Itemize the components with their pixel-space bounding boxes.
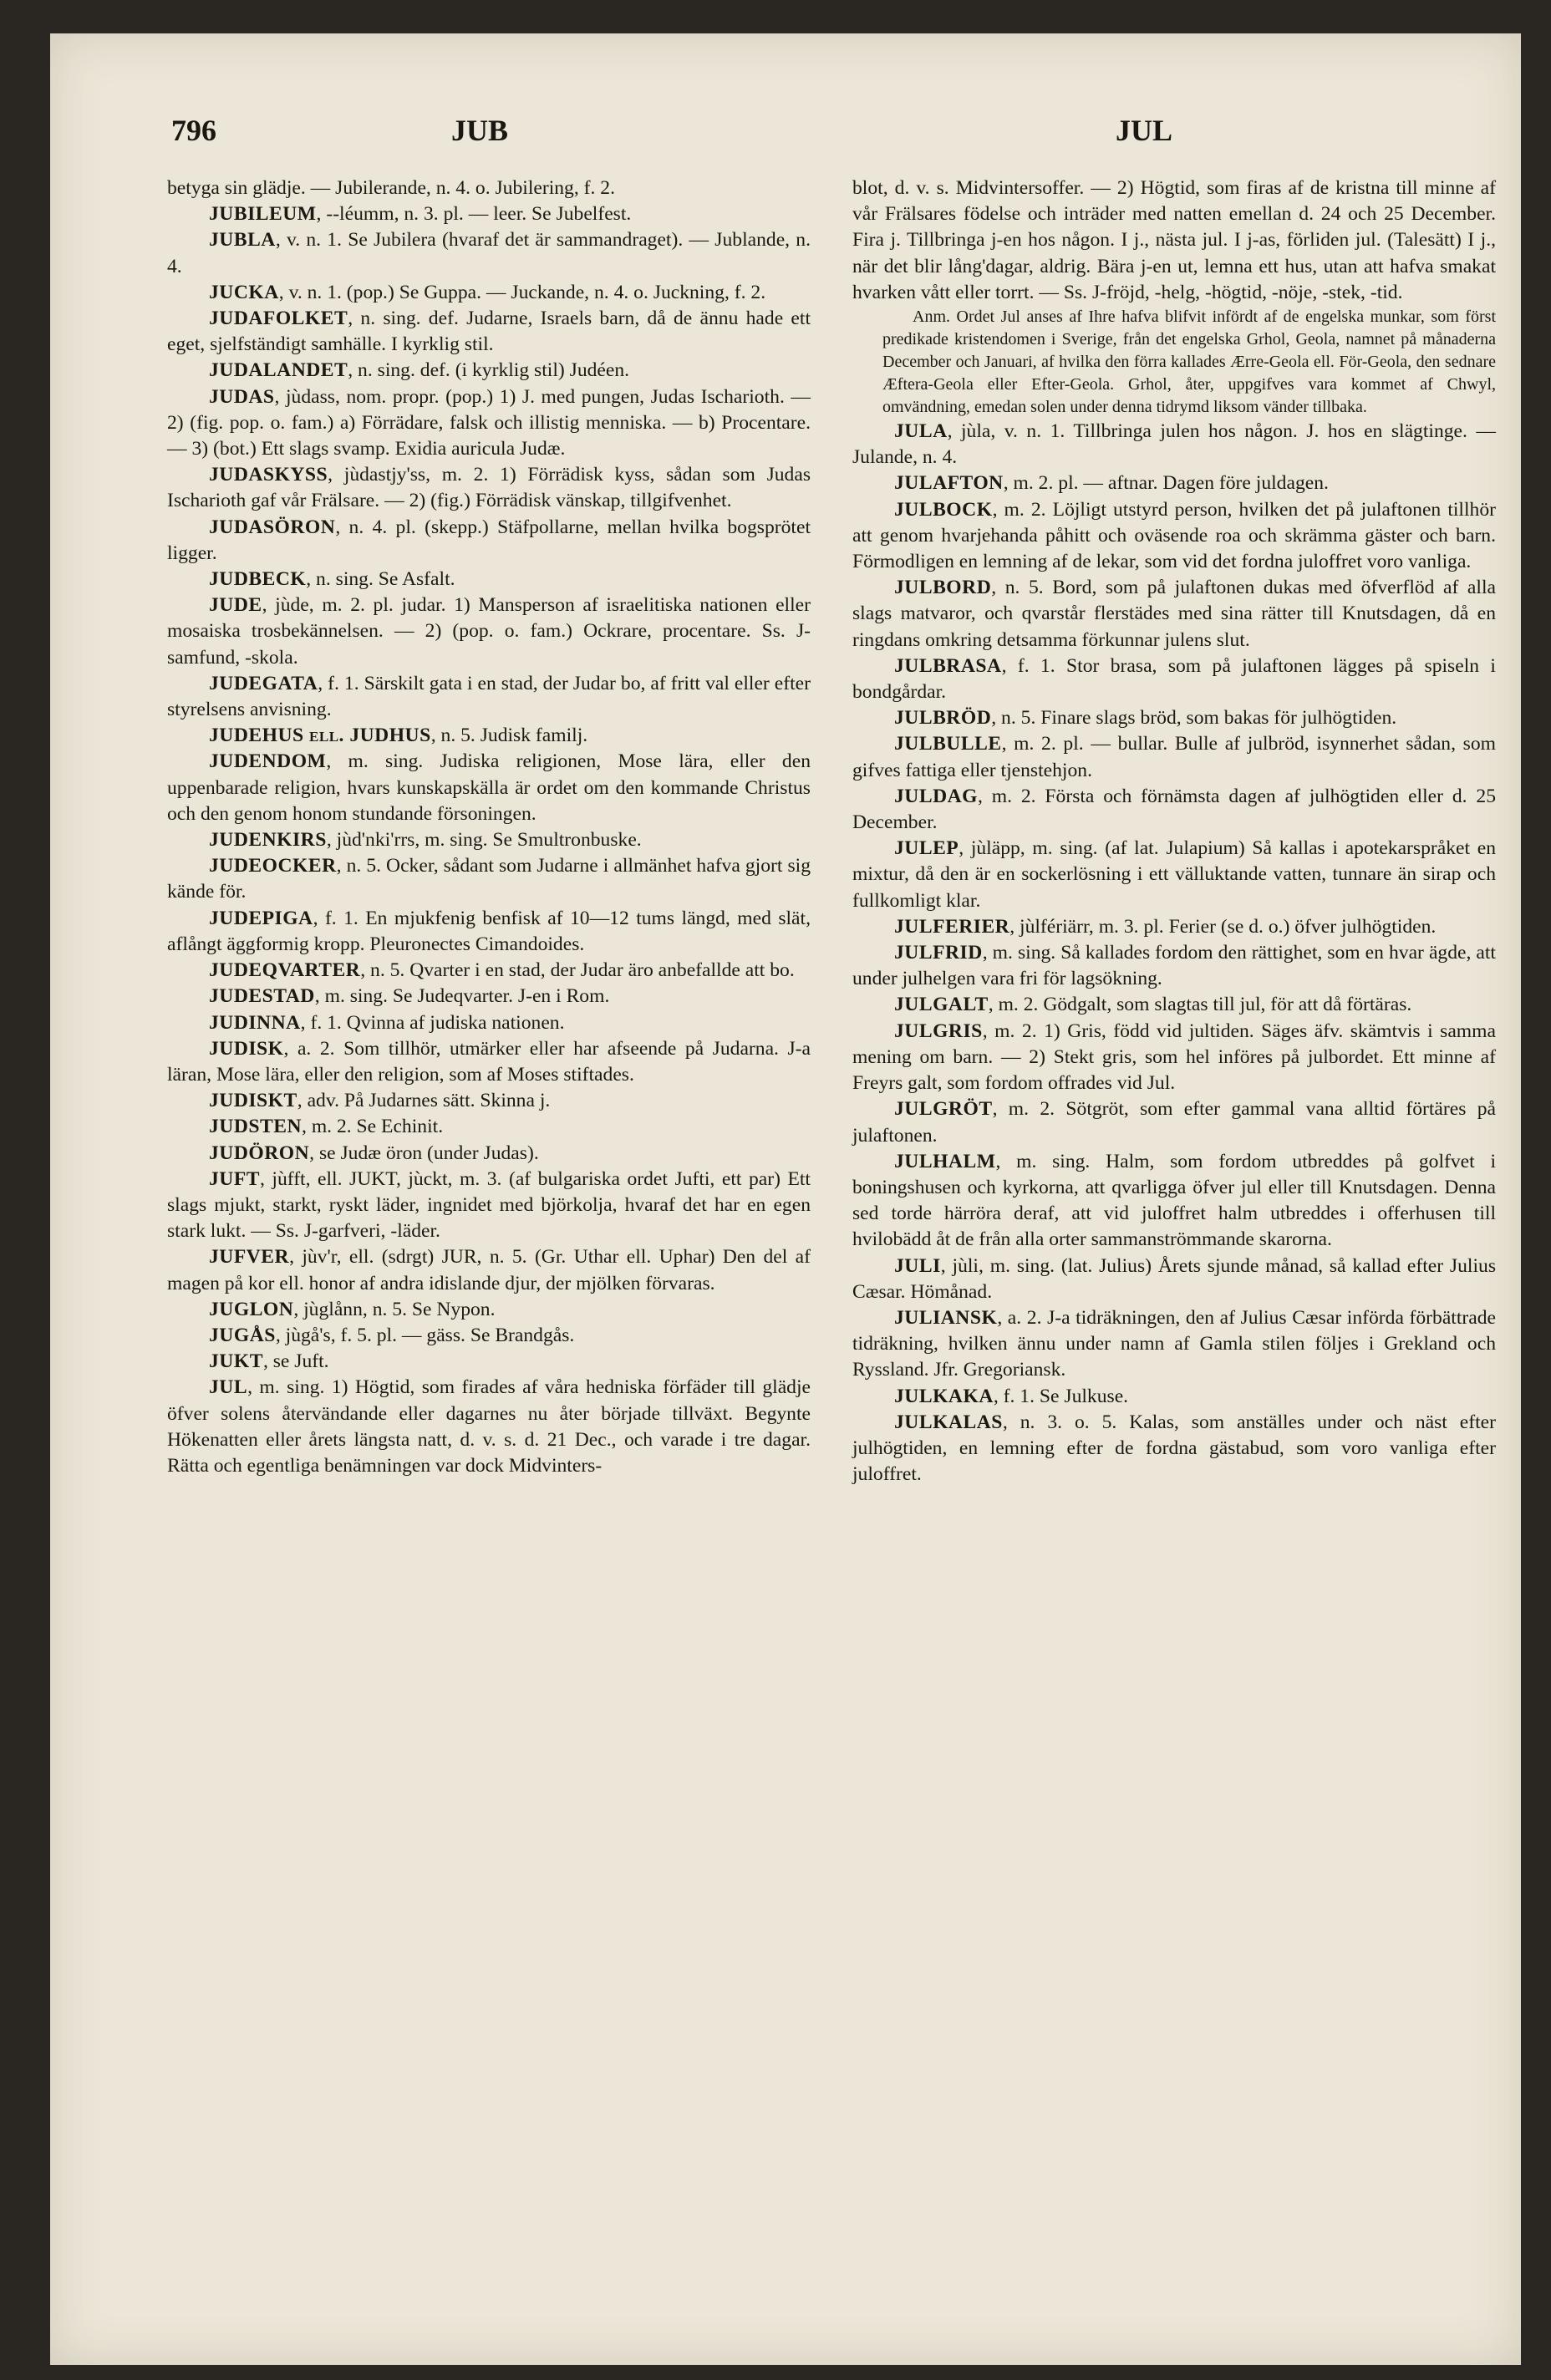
dictionary-entry: JULGRÖT, m. 2. Sötgröt, som efter gammal vana alltid förtäres på julaftonen. [852, 1098, 1496, 1147]
guide-word-right: JUL [1116, 114, 1173, 147]
headword: JUDE [209, 594, 262, 617]
headword: JULBULLE [894, 733, 1002, 755]
dictionary-entry: JUFT, jùfft, ell. JUKT, jùckt, m. 3. (af bulgariska ordet Jufti, ett par) Ett slags mjukt, starkt, ryskt läder, ingnidet med björkolja, hvaraf det har en egen stark lukt. — Ss. J-garfveri, -läder. [167, 1167, 811, 1243]
headword: JULHALM [894, 1150, 996, 1172]
headword: JULDAG [894, 785, 979, 807]
dictionary-entry: JUDASKYSS, jùdastjy'ss, m. 2. 1) Förrädisk kyss, sådan som Judas Ischarioth gaf vår Frälsare. — 2) (fig.) Förrädisk vänskap, tillgifvenhet. [167, 464, 811, 512]
headword: JULA [894, 420, 948, 443]
headword: JULBOCK [894, 498, 993, 521]
headword: JUDASÖRON [209, 516, 336, 538]
dictionary-entry: JULBRASA, f. 1. Stor brasa, som på julaftonen lägges på spiseln i bondgårdar. [852, 654, 1496, 704]
dictionary-entry: JUDEQVARTER, n. 5. Qvarter i en stad, der Judar äro anbefallde att bo. [209, 959, 795, 982]
headword: JULKAKA [894, 1385, 994, 1407]
dictionary-entry: JULDAG, m. 2. Första och förnämsta dagen af julhögtiden eller d. 25 December. [852, 785, 1496, 834]
running-header [50, 113, 1521, 155]
headword: JULGALT [894, 994, 989, 1016]
dictionary-entry: JUGLON, jùglånn, n. 5. Se Nypon. [209, 1298, 496, 1320]
headword: JUGÅS [209, 1324, 276, 1346]
dictionary-entry: JUKT, se Juft. [209, 1350, 329, 1373]
dictionary-entry: JUBILEUM, --léumm, n. 3. pl. — leer. Se Jubelfest. [209, 203, 632, 226]
dictionary-entry: JUDINNA, f. 1. Qvinna af judiska nationen. [209, 1011, 565, 1034]
headword: JUFT [209, 1167, 260, 1190]
headword: JULEP [894, 837, 959, 860]
headword: JUDESTAD [209, 985, 315, 1008]
headword: JUFVER [209, 1246, 290, 1269]
headword: JULFRID [894, 942, 983, 964]
headword: JUDALANDET [209, 359, 348, 382]
headword: JUDEOCKER [209, 855, 337, 877]
headword: JUDEPIGA [209, 907, 313, 929]
dictionary-entry: JULKALAS, n. 3. o. 5. Kalas, som anställes under och näst efter julhögtiden, en lemning efter de fordna gästabud, som voro vanliga efter juloffret. [852, 1411, 1496, 1486]
dictionary-entry: JUL, m. sing. 1) Högtid, som firades af våra hedniska förfäder till glädje öfver solens återvändande eller dagarnes nu åter började tillväxt. Begynte Hökenatten eller årets längsta natt, d. v. s. d. 21 Dec., och varade i tre dagar. Rätta och egentliga benämningen var dock Midvinters- [167, 1376, 811, 1477]
right-column [852, 175, 1496, 1488]
dictionary-page [50, 33, 1521, 2365]
headword: JULBRASA [894, 654, 1002, 677]
guide-word-left: JUB [451, 114, 509, 147]
left-column [167, 175, 811, 1479]
dictionary-entry: JULBORD, n. 5. Bord, som på julaftonen dukas med öfverflöd af alla slags matvaror, och qvarstår flerstädes med sina rätter till Knutsdagen, då en ringdans omkring detsamma förkunnar julens slut. [852, 577, 1496, 651]
headword: JUKT [209, 1350, 263, 1373]
headword: JULI [894, 1254, 941, 1277]
dictionary-entry: JUDEOCKER, n. 5. Ocker, sådant som Judarne i allmänhet hafva gjort sig kände för. [167, 855, 811, 903]
dictionary-entry: JULBOCK, m. 2. Löjligt utstyrd person, hvilken det på julaftonen tillhör att genom hvarjehanda påhitt och oväsende roa och skrämma gäster och barn. Förmodligen en lemning af de lekar, som vid det fordna juloffret voro vanliga. [852, 498, 1496, 573]
dictionary-entry: JUCKA, v. n. 1. (pop.) Se Guppa. — Juckande, n. 4. o. Juckning, f. 2. [209, 281, 766, 303]
dictionary-entry: JULIANSK, a. 2. J-a tidräkningen, den af Julius Cæsar införda förbättrade tidräkning, hvilken ännu under namn af Gamla stilen följes i Grekland och Ryssland. Jfr. Gregoriansk. [852, 1306, 1496, 1381]
dictionary-entry: JUDEGATA, f. 1. Särskilt gata i en stad, der Judar bo, af fritt val eller efter styrelsens anvisning. [167, 672, 811, 721]
dictionary-entry: JUDAFOLKET, n. sing. def. Judarne, Israels barn, då de ännu hade ett eget, sjelfständigt samhälle. I kyrklig stil. [167, 308, 811, 356]
headword: JUGLON [209, 1298, 294, 1320]
dictionary-entry: JUDENKIRS, jùd'nki'rrs, m. sing. Se Smultronbuske. [209, 829, 642, 852]
dictionary-entry: JUDISK, a. 2. Som tillhör, utmärker eller har afseende på Judarna. J-a läran, Mose lära, eller den religion, som af Moses stiftades. [167, 1037, 811, 1086]
headword: JUDENKIRS [209, 829, 327, 852]
headword: JULBRÖD [894, 707, 992, 730]
dictionary-entry: JUDASÖRON, n. 4. pl. (skepp.) Stäfpollarne, mellan hvilka bogsprötet ligger. [167, 516, 811, 564]
dictionary-entry: JUDBECK, n. sing. Se Asfalt. [209, 568, 455, 591]
dictionary-entry: JUDEHUS ell. JUDHUS, n. 5. Judisk familj. [209, 725, 588, 747]
dictionary-entry: JUBLA, v. n. 1. Se Jubilera (hvaraf det är sammandraget). — Jublande, n. 4. [167, 229, 811, 277]
headword: JULBORD [894, 577, 992, 599]
dictionary-entry: JULGRIS, m. 2. 1) Gris, född vid jultiden. Säges äfv. skämtvis i samma mening om barn. — 2) Stekt gris, som hel införes på julbordet. Ett minne af Freyrs galt, som fordom offrades vid Jul. [852, 1020, 1496, 1095]
dictionary-entry: JUFVER, jùv'r, ell. (sdrgt) JUR, n. 5. (Gr. Uthar ell. Uphar) Den del af magen på kor ell. honor af andra idislande djur, der mjölken förvaras. [167, 1246, 811, 1294]
dictionary-entry: JULEP, jùläpp, m. sing. (af lat. Julapium) Så kallas i apotekarspråket en mixtur, då den är en sockerlösning i ett välluktande vatten, tunnare än sirap och fullkomligt klar. [852, 837, 1496, 912]
headword: JULKALAS [894, 1411, 1003, 1433]
dictionary-entry: JUDE, jùde, m. 2. pl. judar. 1) Mansperson af israelitiska nationen eller mosaiska trosbekännelsen. — 2) (pop. o. fam.) Ockrare, procentare. Ss. J-samfund, -skola. [167, 594, 811, 669]
dictionary-entry: JUDSTEN, m. 2. Se Echinit. [209, 1116, 444, 1138]
headword: JUDINNA [209, 1011, 301, 1034]
dictionary-entry: JUDENDOM, m. sing. Judiska religionen, Mose lära, eller den uppenbarade religion, hvars kunskapskälla är ordet om den kommande Christus och den genom honom stundande försoningen. [167, 750, 811, 825]
headword: JUDAFOLKET [209, 308, 348, 330]
headword: JUDENDOM [209, 750, 327, 773]
dictionary-entry: JULHALM, m. sing. Halm, som fordom utbreddes på golfvet i boningshusen och kyrkorna, att qvarligga öfver jul eller till Knutsdagen. Denna sed torde härröra deraf, att vid juloffret halm utbreddes i offerhusen till hvilobädd åt de från alla orter sammanströmmande skarorna. [852, 1150, 1496, 1251]
headword: JUBILEUM [209, 203, 317, 226]
dictionary-entry: blot, d. v. s. Midvintersoffer. — 2) Högtid, som firas af de kristna till minne af vår Frälsares födelse och inträder med natten emellan d. 24 och 25 December. Fira j. Tillbringa j-en hos någon. I j., nästa jul. I j-as, förliden jul. (Talesätt) I j., när det blir lång'dagar, aldrig. Bära j-en ut, lemna ett hus, utan att hafva smakat hvarken vått eller torrt. — Ss. J-fröjd, -helg, -högtid, -nöje, -stek, -tid. [852, 177, 1496, 303]
dictionary-entry: JULA, jùla, v. n. 1. Tillbringa julen hos någon. J. hos en slägtinge. — Julande, n. 4. [852, 420, 1496, 469]
headword: JUDEGATA [209, 672, 318, 694]
dictionary-entry: JULBULLE, m. 2. pl. — bullar. Bulle af julbröd, isynnerhet sådan, som gifves fattiga eller tjenstehjon. [852, 733, 1496, 781]
dictionary-entry: JULI, jùli, m. sing. (lat. Julius) Årets sjunde månad, så kallad efter Julius Cæsar. Hömånad. [852, 1254, 1496, 1303]
headword: JUDSTEN [209, 1116, 303, 1138]
dictionary-entry: JUGÅS, jùgå's, f. 5. pl. — gäss. Se Brandgås. [209, 1324, 575, 1346]
dictionary-entry: JUDÖRON, se Judæ öron (under Judas). [209, 1142, 539, 1164]
dictionary-entry: JULAFTON, m. 2. pl. — aftnar. Dagen före juldagen. [894, 472, 1329, 495]
dictionary-entry: JULFRID, m. sing. Så kallades fordom den rättighet, som en hvar ägde, att under julhelgen vara fri för lagsökning. [852, 942, 1496, 990]
headword: JULIANSK [894, 1306, 998, 1329]
dictionary-entry: JUDAS, jùdass, nom. propr. (pop.) 1) J. med pungen, Judas Ischarioth. — 2) (fig. pop. o. fam.) a) Förrädare, falsk och illistig menniska. — b) Procentare. — 3) (bot.) Ett slags svamp. Exidia auricula Judæ. [167, 385, 811, 460]
dictionary-entry: JUDEPIGA, f. 1. En mjukfenig benfisk af 10—12 tums längd, med slät, aflångt äggformig kropp. Pleuronectes Cimandoides. [167, 907, 811, 955]
dictionary-entry: JUDESTAD, m. sing. Se Judeqvarter. J-en i Rom. [209, 985, 610, 1008]
dictionary-entry: JUDALANDET, n. sing. def. (i kyrklig stil) Judéen. [209, 359, 630, 382]
dictionary-entry: JULGALT, m. 2. Gödgalt, som slagtas till jul, för att då förtäras. [894, 994, 1412, 1016]
headword: JUDBECK [209, 568, 307, 591]
dictionary-entry: JULFERIER, jùlfériärr, m. 3. pl. Ferier (se d. o.) öfver julhögtiden. [894, 915, 1437, 938]
headword: JUDISK [209, 1037, 284, 1060]
headword: JUDEQVARTER [209, 959, 361, 982]
headword: JULAFTON [894, 472, 1004, 495]
headword: JULGRIS [894, 1020, 983, 1042]
headword: JUDEHUS ell. JUDHUS [209, 725, 431, 747]
headword: JUBLA [209, 229, 276, 252]
headword: JULGRÖT [894, 1098, 993, 1121]
headword: JUDÖRON [209, 1142, 310, 1164]
dictionary-entry: JULBRÖD, n. 5. Finare slags bröd, som bakas för julhögtiden. [894, 707, 1397, 730]
headword: JULFERIER [894, 915, 1010, 938]
headword: JUCKA [209, 281, 279, 303]
dictionary-note: Anm. Ordet Jul anses af Ihre hafva blifvit infördt af de engelska munkar, som först predikade kristendomen i Sverige, från det engelska Grhol, Geola, namnet på månaderna December och Januari, af hvilka den förra kallades Ærre-Geola ell. För-Geola, den sednare Æftera-Geola eller Efter-Geola. Grhol, åter, uppgifves vara kommet af Chwyl, omvändning, emedan solen under denna tidrymd liksom vänder tillbaka. [882, 308, 1496, 417]
page-number: 796 [171, 114, 216, 147]
headword: JUDAS [209, 385, 275, 408]
dictionary-entry: JULKAKA, f. 1. Se Julkuse. [894, 1385, 1129, 1407]
headword: JUDASKYSS [209, 464, 328, 486]
dictionary-entry: betyga sin glädje. — Jubilerande, n. 4. o. Jubilering, f. 2. [167, 177, 615, 199]
headword: JUDISKT [209, 1090, 297, 1112]
dictionary-entry: JUDISKT, adv. På Judarnes sätt. Skinna j. [209, 1090, 551, 1112]
headword: JUL [209, 1376, 248, 1399]
